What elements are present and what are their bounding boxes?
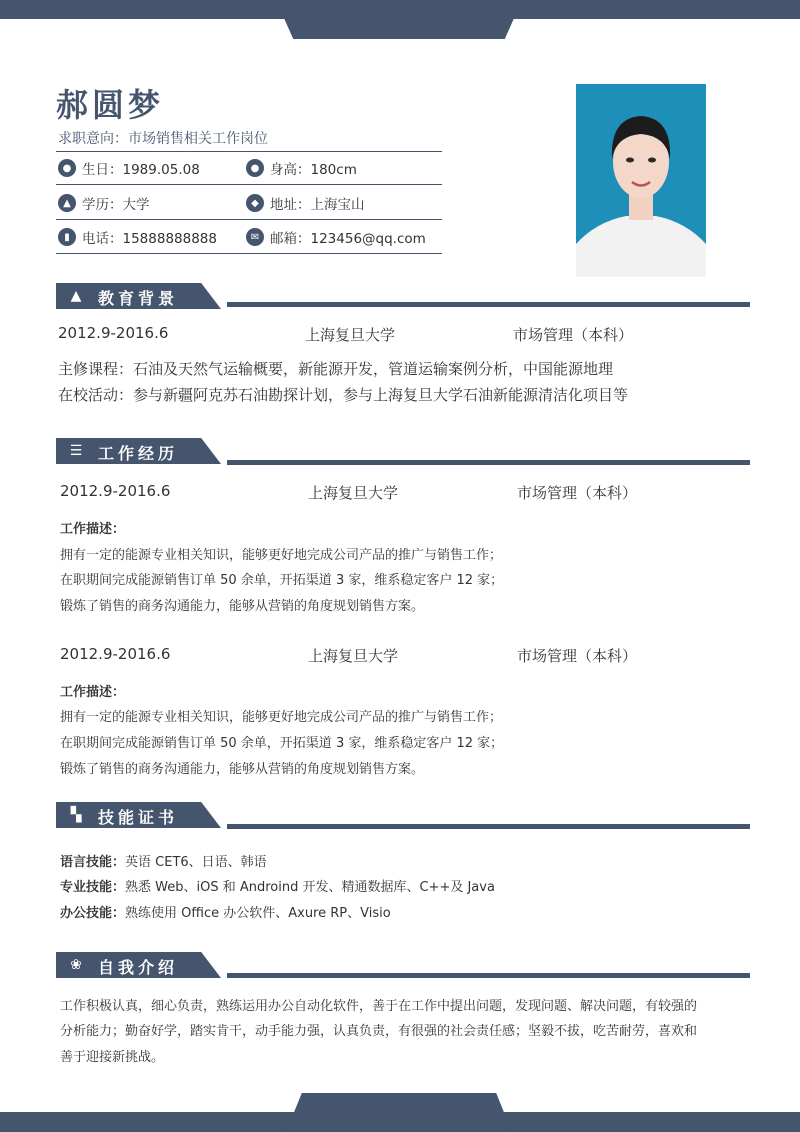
user-icon: ●	[246, 159, 264, 177]
top-decor-tab	[276, 0, 522, 39]
info-email	[246, 227, 426, 247]
edu-major: 市场管理（本科）	[513, 326, 634, 344]
work-desc-line: 在职期间完成能源销售订单 50 余单，开拓渠道 3 家，维系稳定客户 12 家；	[60, 573, 504, 588]
work-desc-label: 工作描述：	[60, 685, 126, 700]
skill-label: 办公技能：	[60, 906, 126, 921]
work-desc-label: 工作描述：	[60, 522, 126, 537]
skill-label: 专业技能：	[60, 880, 126, 895]
edu-school: 上海复旦大学	[305, 326, 396, 344]
profile-photo	[576, 84, 706, 277]
info-height-text: 身高：180cm	[270, 162, 357, 178]
work-company: 上海复旦大学	[308, 484, 399, 502]
info-phone	[58, 227, 217, 247]
intro-line: 工作积极认真，细心负责，熟练运用办公自动化软件，善于在工作中提出问题，发现问题、解决问题，有较强的	[60, 999, 698, 1014]
work-desc-line: 在职期间完成能源销售订单 50 余单，开拓渠道 3 家，维系稳定客户 12 家；	[60, 736, 504, 751]
intro-line: 分析能力；勤奋好学，踏实肯干，动手能力强，认真负责，有很强的社会责任感；坚毅不拔，吃苦耐劳，喜欢和	[60, 1024, 698, 1039]
edu-activities: 在校活动：参与新疆阿克苏石油勘探计划，参与上海复旦大学石油新能源清洁化项目等	[58, 386, 629, 404]
bottom-decor-tab	[286, 1093, 512, 1132]
list-icon: ☰	[69, 443, 83, 459]
work-desc-line: 锻炼了销售的商务沟通能力，能够从营销的角度规划销售方案。	[60, 762, 425, 777]
info-addr	[246, 193, 365, 213]
info-height	[246, 158, 357, 178]
section-title-intro: 自我介绍	[98, 958, 179, 977]
info-edu	[58, 193, 150, 213]
section-line	[227, 302, 750, 307]
person-icon: ●	[58, 159, 76, 177]
info-birth-text: 生日：1989.05.08	[82, 162, 200, 178]
edu-period: 2012.9-2016.6	[58, 324, 169, 342]
intro-line: 善于迎接新挑战。	[60, 1050, 165, 1065]
grid-icon: ▚	[70, 807, 82, 823]
skill-row	[60, 876, 495, 895]
edu-courses: 主修课程：石油及天然气运输概要，新能源开发，管道运输案例分析，中国能源地理	[58, 360, 614, 378]
work-desc-line: 锻炼了销售的商务沟通能力，能够从营销的角度规划销售方案。	[60, 599, 425, 614]
candidate-name: 郝圆梦	[56, 86, 165, 124]
divider	[56, 151, 442, 152]
work-period: 2012.9-2016.6	[60, 645, 171, 663]
info-edu-text: 学历：大学	[82, 197, 150, 213]
work-company: 上海复旦大学	[308, 647, 399, 665]
info-email-text: 邮箱：123456@qq.com	[270, 231, 426, 247]
location-pin-icon: ◆	[246, 194, 264, 212]
section-line	[227, 460, 750, 465]
section-title-skills: 技能证书	[98, 808, 179, 827]
section-title-education: 教育背景	[98, 289, 179, 308]
skill-label: 语言技能：	[60, 855, 126, 870]
skill-value: 熟练使用 Office 办公软件、Axure RP、Visio	[125, 906, 391, 921]
work-period: 2012.9-2016.6	[60, 482, 171, 500]
graduation-cap-icon: ▲	[70, 288, 82, 304]
info-phone-text: 电话：15888888888	[82, 231, 217, 247]
section-line	[227, 973, 750, 978]
skill-row	[60, 902, 391, 921]
skill-value: 英语 CET6、日语、韩语	[125, 855, 267, 870]
flower-icon: ❀	[70, 957, 82, 973]
section-title-work: 工作经历	[98, 444, 179, 463]
skill-value: 熟悉 Web、iOS 和 Androind 开发、精通数据库、C++及 Java	[125, 880, 495, 895]
mail-icon: ✉	[246, 228, 264, 246]
skill-row	[60, 851, 267, 870]
graduation-icon: ▲	[58, 194, 76, 212]
work-desc-line: 拥有一定的能源专业相关知识，能够更好地完成公司产品的推广与销售工作；	[60, 548, 503, 563]
divider	[56, 184, 442, 185]
work-role: 市场管理（本科）	[517, 647, 638, 665]
section-line	[227, 824, 750, 829]
phone-icon: ▮	[58, 228, 76, 246]
info-birth	[58, 158, 200, 178]
divider	[56, 253, 442, 254]
info-addr-text: 地址：上海宝山	[270, 197, 365, 213]
job-intent: 求职意向：市场销售相关工作岗位	[58, 131, 268, 147]
divider	[56, 219, 442, 220]
work-desc-line: 拥有一定的能源专业相关知识，能够更好地完成公司产品的推广与销售工作；	[60, 710, 503, 725]
work-role: 市场管理（本科）	[517, 484, 638, 502]
